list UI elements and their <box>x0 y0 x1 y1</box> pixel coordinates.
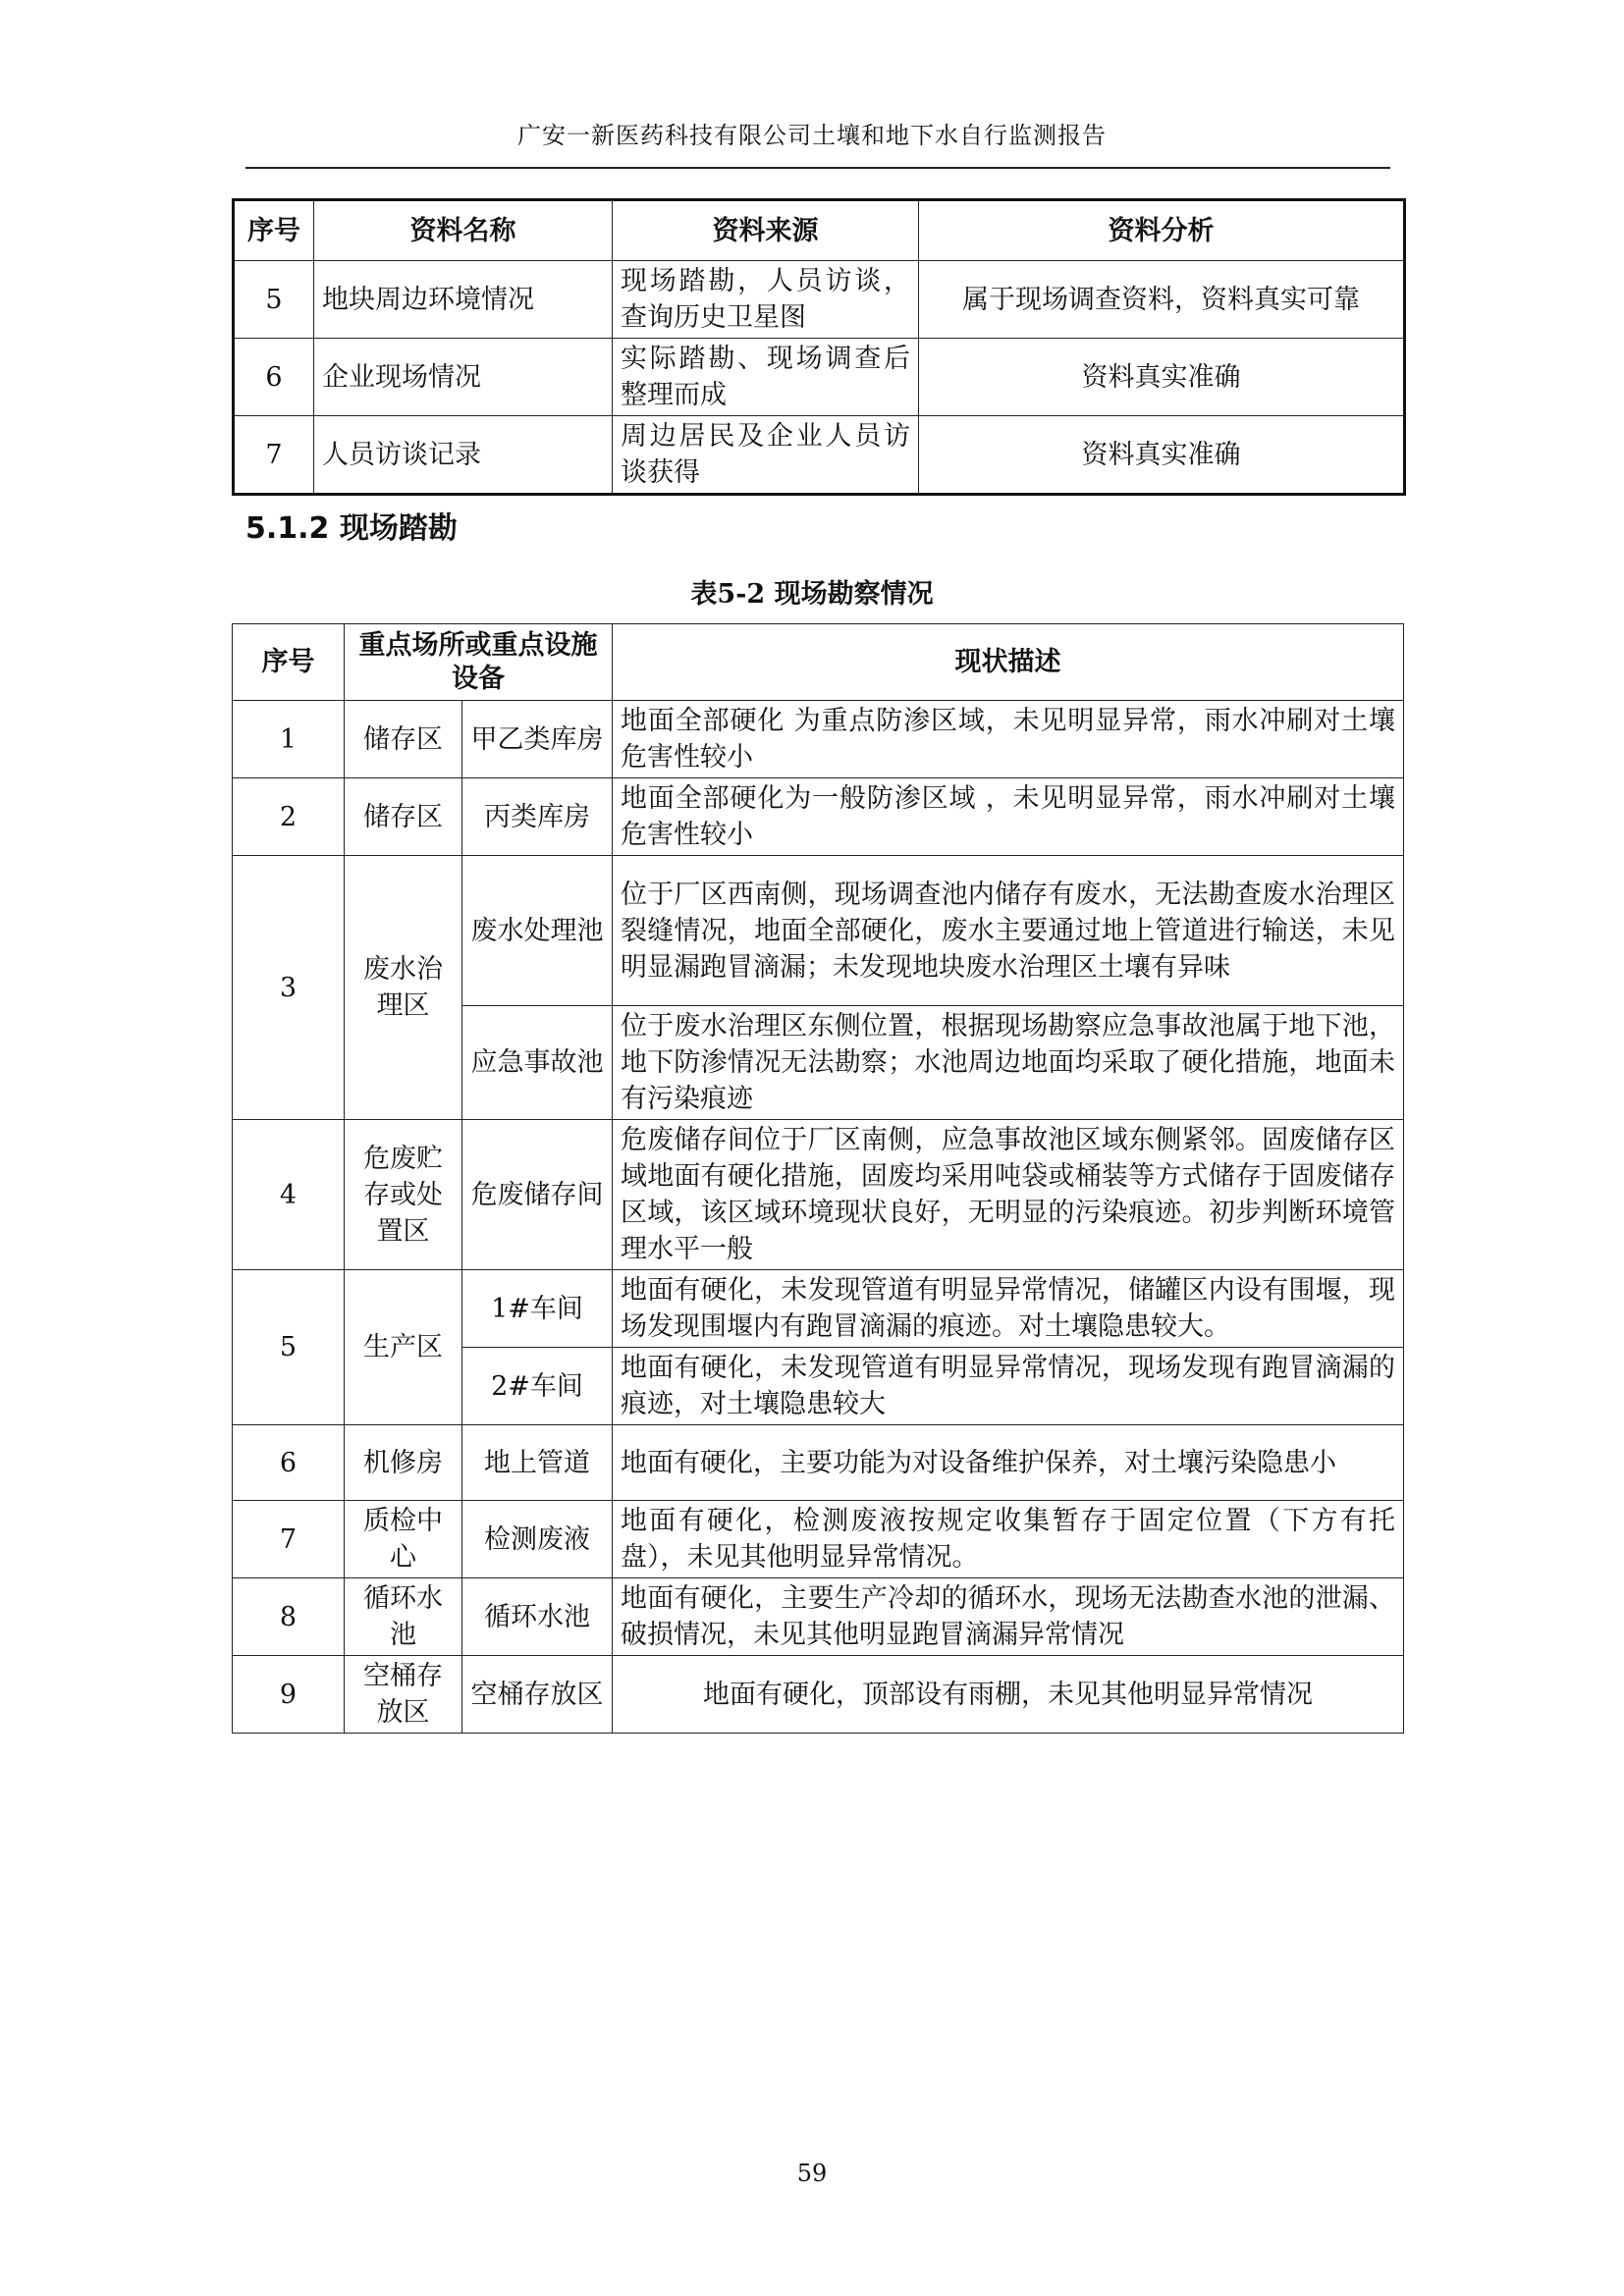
table-header-row <box>234 200 1405 261</box>
row-number: 6 <box>233 1425 345 1501</box>
row-number: 7 <box>234 416 314 495</box>
row-number: 7 <box>233 1501 345 1578</box>
table-row <box>233 1120 1404 1270</box>
table-row <box>233 1578 1404 1656</box>
row-number: 9 <box>233 1656 345 1734</box>
table-row <box>233 701 1404 778</box>
page-number: 59 <box>796 2160 828 2187</box>
material-name: 地块周边环境情况 <box>314 261 613 339</box>
column-header: 资料分析 <box>919 200 1405 261</box>
status-description: 地面有硬化，顶部设有雨棚，未见其他明显异常情况 <box>613 1656 1404 1734</box>
material-name: 企业现场情况 <box>314 339 613 416</box>
row-number: 2 <box>233 778 345 856</box>
row-number: 5 <box>234 261 314 339</box>
column-header: 资料来源 <box>613 200 919 261</box>
row-number: 3 <box>233 856 345 1120</box>
table-row <box>234 339 1405 416</box>
table-row <box>233 1270 1404 1348</box>
column-header: 序号 <box>234 200 314 261</box>
status-description: 位于废水治理区东侧位置，根据现场勘察应急事故池属于地下池，地下防渗情况无法勘察；水池周边地面均采取了硬化措施，地面未有污染痕迹 <box>613 1006 1404 1120</box>
material-name: 人员访谈记录 <box>314 416 613 495</box>
status-description: 地面有硬化，未发现管道有明显异常情况，储罐区内设有围堰，现场发现围堰内有跑冒滴漏的痕迹。对土壤隐患较大。 <box>613 1270 1404 1348</box>
facility-name: 空桶存放区 <box>462 1656 613 1734</box>
table-row <box>233 1501 1404 1578</box>
facility-name: 应急事故池 <box>462 1006 613 1120</box>
facility-name: 危废储存间 <box>462 1120 613 1270</box>
material-analysis: 属于现场调查资料，资料真实可靠 <box>919 261 1405 339</box>
row-number: 5 <box>233 1270 345 1425</box>
row-number: 4 <box>233 1120 345 1270</box>
material-source: 周边居民及企业人员访谈获得 <box>613 416 919 495</box>
material-analysis: 资料真实准确 <box>919 339 1405 416</box>
area-name: 机修房 <box>345 1425 462 1501</box>
table-row <box>233 1425 1404 1501</box>
row-number: 6 <box>234 339 314 416</box>
facility-name: 甲乙类库房 <box>462 701 613 778</box>
row-number: 1 <box>233 701 345 778</box>
column-header: 重点场所或重点设施设备 <box>345 624 613 701</box>
material-analysis: 资料真实准确 <box>919 416 1405 495</box>
table-row <box>233 856 1404 1006</box>
table-caption: 表5-2 现场勘察情况 <box>690 579 934 610</box>
section-heading: 5.1.2 现场踏勘 <box>245 511 458 546</box>
area-name: 危废贮存或处置区 <box>345 1120 462 1270</box>
facility-name: 废水处理池 <box>462 856 613 1006</box>
area-name: 储存区 <box>345 701 462 778</box>
data-sources-table <box>232 198 1406 496</box>
facility-name: 检测废液 <box>462 1501 613 1578</box>
status-description: 地面有硬化，主要功能为对设备维护保养，对土壤污染隐患小 <box>613 1425 1404 1501</box>
column-header: 现状描述 <box>613 624 1404 701</box>
area-name: 质检中心 <box>345 1501 462 1578</box>
status-description: 地面有硬化，检测废液按规定收集暂存于固定位置（下方有托盘），未见其他明显异常情况。 <box>613 1501 1404 1578</box>
material-source: 实际踏勘、现场调查后整理而成 <box>613 339 919 416</box>
site-survey-table <box>232 623 1404 1734</box>
row-number: 8 <box>233 1578 345 1656</box>
column-header: 资料名称 <box>314 200 613 261</box>
table-row <box>234 416 1405 495</box>
table-header-row <box>233 624 1404 701</box>
facility-name: 2#车间 <box>462 1348 613 1425</box>
area-name: 循环水池 <box>345 1578 462 1656</box>
material-source: 现场踏勘，人员访谈，查询历史卫星图 <box>613 261 919 339</box>
status-description: 位于厂区西南侧，现场调查池内储存有废水，无法勘查废水治理区裂缝情况，地面全部硬化，废水主要通过地上管道进行输送，未见明显漏跑冒滴漏；未发现地块废水治理区土壤有异味 <box>613 856 1404 1006</box>
facility-name: 丙类库房 <box>462 778 613 856</box>
header-divider <box>245 167 1390 169</box>
facility-name: 循环水池 <box>462 1578 613 1656</box>
area-name: 生产区 <box>345 1270 462 1425</box>
facility-name: 地上管道 <box>462 1425 613 1501</box>
area-name: 储存区 <box>345 778 462 856</box>
status-description: 地面有硬化，未发现管道有明显异常情况，现场发现有跑冒滴漏的痕迹，对土壤隐患较大 <box>613 1348 1404 1425</box>
area-name: 空桶存放区 <box>345 1656 462 1734</box>
status-description: 地面全部硬化 为重点防渗区域，未见明显异常，雨水冲刷对土壤危害性较小 <box>613 701 1404 778</box>
table-row <box>233 778 1404 856</box>
status-description: 地面有硬化，主要生产冷却的循环水，现场无法勘查水池的泄漏、破损情况，未见其他明显跑冒滴漏异常情况 <box>613 1578 1404 1656</box>
facility-name: 1#车间 <box>462 1270 613 1348</box>
table-row <box>233 1656 1404 1734</box>
status-description: 地面全部硬化为一般防渗区域 ，未见明显异常，雨水冲刷对土壤危害性较小 <box>613 778 1404 856</box>
page-header: 广安一新医药科技有限公司土壤和地下水自行监测报告 <box>517 122 1107 149</box>
column-header: 序号 <box>233 624 345 701</box>
area-name: 废水治理区 <box>345 856 462 1120</box>
table-row <box>234 261 1405 339</box>
status-description: 危废储存间位于厂区南侧，应急事故池区域东侧紧邻。固废储存区域地面有硬化措施，固废均采用吨袋或桶装等方式储存于固废储存区域，该区域环境现状良好，无明显的污染痕迹。初步判断环境管理水平一般 <box>613 1120 1404 1270</box>
